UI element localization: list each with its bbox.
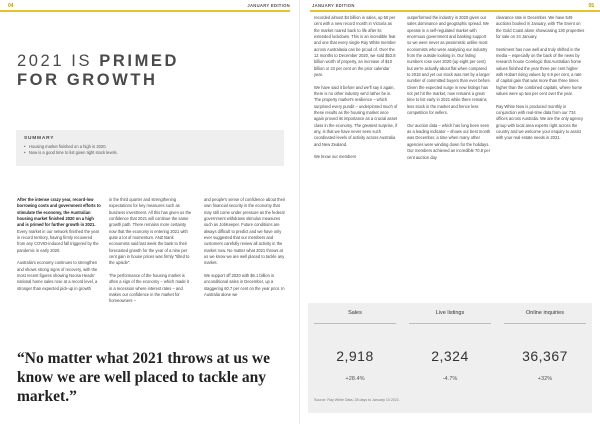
paragraph: The performance of the housing market is often a sign of the economy – which made it in a recession where interest rates – and makes our confidence in the market for homeowners – bbox=[109, 273, 189, 304]
page-title bbox=[17, 52, 297, 90]
stat-value: 2,918 bbox=[336, 348, 374, 364]
paragraph: Australia's economy continues to strengthen and shows strong signs of recovery, with the most recent figures showing Noosa Heads' national home sales rose at a record level, a stronger than expected pick-up in growth bbox=[17, 260, 98, 291]
paragraph: and people's sense of confidence about their own financial security in the economy that may still come under pressure as the federal government withdraws stimulus measures such as JobKeeper. Future conditions are always difficult to predict and we have only ever suggested that our members and customers carefully review all activity in the market now. No matter what 2021 throws at us we know we are well placed to tackle any market. bbox=[204, 197, 286, 266]
title-bold-1: PRIMED bbox=[99, 52, 180, 70]
summary-heading: SUMMARY bbox=[24, 136, 55, 141]
stat-sales bbox=[308, 303, 402, 395]
article-column-2 bbox=[109, 197, 193, 311]
lead-rest: Every market in our network finished the year in record territory, having firmly recovered from any COVID-induced fall triggered by the pandemic in early 2020. bbox=[17, 228, 100, 253]
header-rule bbox=[310, 10, 600, 12]
page-number: 05 bbox=[588, 3, 594, 9]
stat-online-inquiries bbox=[498, 303, 592, 395]
paragraph: Ray White Now is produced monthly in conjunction with real-time data from our 734 offices across Australia. We are the only agency group with local area experts right across the country and we welcome your enquiry to assist with your real estate needs in 2021. bbox=[496, 103, 583, 141]
lead-text: After the intense crazy year, record-low borrowing costs and government efforts to stimulate the economy, the Australian housing market finished 2020 on a high and is primed for further growth in 2021. bbox=[17, 197, 101, 228]
paragraph: in the third quarter and strengthening expectations for key measures such as business investment. All this has given us the confidence that 2021 will continue the same growth path. There remains more certainty now that the economy is entering 2021 with quite a lot of momentum. ANZ Bank economists said last week the bank to their forecasted growth for the year of a nine per cent gain in house prices was firmly "tilted to the upside". bbox=[109, 197, 192, 266]
right-page bbox=[300, 0, 600, 424]
header-rule bbox=[0, 10, 290, 12]
paragraph: We have said it before and we'll say it again, there is no other industry we'd rather be in. The property market's resilience – which surprised every pundit – underpinned much of these results as the housing market once again proved its importance as a crucial asset class in the economy. The greatest surprise, if any, is that we have never seen such coordinated levels of activity across Australia and New Zealand. bbox=[314, 84, 398, 147]
stat-change: +32% bbox=[537, 376, 553, 382]
article-column-6 bbox=[496, 15, 586, 148]
article-column-1 bbox=[17, 197, 101, 298]
stat-value: 2,324 bbox=[431, 348, 469, 364]
stat-label: Online inquiries bbox=[526, 310, 564, 316]
pull-quote: “No matter what 2021 throws at us we know we are well placed to tackle any market.” bbox=[17, 350, 271, 405]
article-column-4 bbox=[314, 15, 398, 167]
stats-panel bbox=[308, 303, 592, 413]
paragraph: Our auction data – which has long been seen as a leading indicator – shows our best month was December, a time when many other agencies were winding down for the holidays. Our members achieved an incredible 70.8 per cent auction day bbox=[407, 122, 491, 160]
title-light: 2021 IS bbox=[17, 52, 100, 70]
paragraph: We support off 2020 with $6.1 billion in unconditional sales in December, up a staggering 60.7 per cent on the year prior. In Australia alone we bbox=[204, 273, 285, 298]
source-note: Source: Ray White Data, 28 days to January 10 2021. bbox=[314, 398, 400, 402]
edition-label: JANUARY EDITION bbox=[247, 3, 290, 8]
stat-value: 36,367 bbox=[522, 348, 568, 364]
paragraph: recorded almost $4 billion in sales, up 50 per cent with a new record month in Victoria as the market roared back to life after its extended lockdown. This is an incredible feat and one that every single Ray White member across Australasia can be proud of. Over the 12 months to December 2020, we sold $53.8 billion worth of property, an increase of $10 billion or 23 per cent on the prior calendar year. bbox=[314, 15, 396, 78]
stat-label: Live listings bbox=[435, 310, 465, 316]
title-bold-2: FOR GROWTH bbox=[17, 71, 158, 89]
stat-change: -4.7% bbox=[442, 376, 458, 382]
paragraph bbox=[17, 197, 101, 254]
paragraph: outperformed the industry in 2020 given our sales dominance and geographic spread. We operate in a self-regulated market with enormous government and banking support so we were never as pessimistic unlike most economists who were analysing our industry from the outside looking in. Our listing numbers rose over 2020 (up eight per cent) but we're actually about flat when compared to 2018 and yet our stock was met by a larger number of committed buyers than ever before. Given the expected surge in new listings has not yet hit the market, now remains a great time to list early in 2021 while there remains less stock in the market and hence less competition for sellers. bbox=[407, 15, 491, 116]
article-column-3 bbox=[204, 197, 288, 305]
stat-label: Sales bbox=[348, 310, 362, 316]
edition-label: JANUARY EDITION bbox=[312, 3, 355, 8]
stat-divider bbox=[504, 323, 586, 324]
page-number: 04 bbox=[8, 3, 14, 9]
stat-divider bbox=[409, 323, 491, 324]
article-column-5 bbox=[407, 15, 491, 167]
summary-list bbox=[24, 144, 276, 156]
stat-live-listings bbox=[403, 303, 497, 395]
stat-change: +28.4% bbox=[345, 376, 365, 382]
summary-bullet: • Now is a good time to list given tight stock levels. bbox=[24, 150, 276, 156]
summary-bullet: • Housing market finished on a high in 2020. bbox=[24, 144, 276, 150]
paragraph: We know our members bbox=[314, 154, 357, 160]
summary-box bbox=[16, 130, 284, 166]
stat-divider bbox=[314, 323, 396, 324]
paragraph: Sentiment has now well and truly shifted in the media – especially on the back of the news by research house Corelogic that Australian home values finished the year three per cent higher with Hobart rising values by 6.9 per cent, a rate of capital gain that was more than three times higher than the combined capitals, where home values were up two per cent over the year. bbox=[496, 46, 583, 97]
paragraph: clearance rate in December. We have 549 auctions booked in January, with The Event on the Gold Coast alone showcasing 130 properties for sale on 24 January. bbox=[496, 15, 585, 40]
